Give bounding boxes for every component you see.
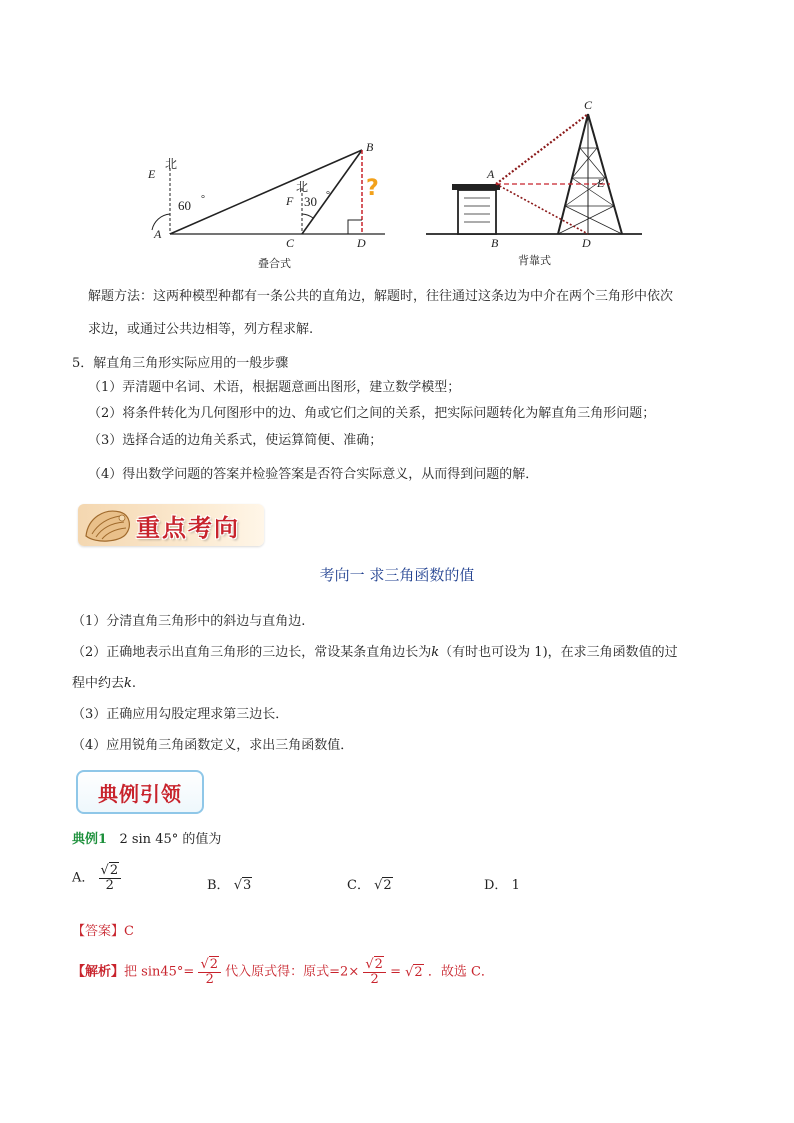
option-d-value: 1 — [511, 878, 520, 893]
point-2-line-1 — [72, 643, 678, 663]
example-header-title: 典例引领 — [98, 782, 182, 806]
analysis-text-a: 把 sin45°= — [124, 964, 195, 980]
example-1-question — [72, 830, 221, 850]
point-2-text-b: （有时也可设为 1)，在求三角函数值的过 — [439, 645, 678, 660]
method-line-2: 求边，或通过公共边相等，列方程求解. — [88, 322, 314, 337]
label-E-right: E — [597, 176, 605, 190]
caption-overlap-model: 叠合式 — [258, 257, 291, 270]
banner-title: 重点考向 — [136, 513, 240, 542]
variable-k: k — [431, 645, 440, 660]
option-d-letter: D． — [484, 878, 508, 893]
analysis-fraction-2-radicand: 2 — [374, 957, 383, 972]
option-c[interactable] — [347, 876, 393, 896]
answer-line — [72, 922, 134, 942]
option-a[interactable] — [72, 864, 121, 892]
label-C-right: C — [584, 98, 593, 112]
analysis-radicand: 2 — [414, 964, 423, 980]
label-F-left: F — [286, 194, 294, 208]
point-4: （4）应用锐角三角函数定义，求出三角函数值． — [72, 738, 354, 753]
label-C-left: C — [286, 236, 295, 250]
option-c-letter: C． — [347, 878, 370, 893]
example-header-box — [76, 770, 204, 814]
label-A-right: A — [487, 167, 495, 181]
option-c-radicand: 2 — [383, 878, 392, 893]
label-angle-30: 30 — [304, 194, 317, 209]
question-mark: ? — [366, 176, 379, 201]
label-B-right: B — [491, 236, 499, 250]
option-a-letter: A． — [72, 870, 95, 886]
analysis-fraction-2-denominator: 2 — [370, 971, 379, 987]
method-line-1: 解题方法：这两种模型种都有一条公共的直角边，解题时，往往通过这条边为中介在两个三角形中依次 — [88, 289, 674, 304]
analysis-fraction-2: $\frac{√2}{2}$ — [363, 958, 386, 986]
caption-back-to-back-model: 背靠式 — [518, 254, 551, 267]
point-2-text-a: （2）正确地表示出直角三角形的三边长，常设某条直角边长为 — [72, 645, 432, 660]
label-D-right: D — [582, 236, 591, 250]
analysis-text-c: = — [390, 964, 401, 980]
analysis-tag: 【解析】 — [72, 964, 125, 980]
label-A-left: A — [154, 227, 162, 241]
key-directions-banner — [78, 504, 264, 546]
option-b[interactable] — [207, 876, 252, 896]
option-a-radicand: 2 — [109, 863, 119, 878]
label-degree-30: ° — [326, 190, 330, 201]
option-c-sqrt: √2 — [374, 878, 392, 893]
point-2-line-2 — [72, 674, 136, 694]
analysis-text-d: ．故选 C． — [427, 964, 494, 980]
label-B-left: B — [366, 140, 374, 154]
variable-k-2: k — [124, 676, 132, 691]
step-item-2: （2）将条件转化为几何图形中的边、角或它们之间的关系，把实际问题转化为解直角三角形问题； — [88, 406, 656, 421]
point-2-text-d: . — [131, 676, 137, 691]
label-E-left: E — [148, 167, 156, 181]
option-b-radicand: 3 — [243, 878, 252, 893]
point-2-text-c: 程中约去 — [72, 676, 125, 691]
option-b-letter: B． — [207, 878, 230, 893]
label-degree-60: ° — [201, 194, 205, 205]
analysis-fraction-1-denominator: 2 — [205, 971, 214, 987]
label-angle-60: 60 — [178, 198, 191, 213]
shell-icon — [82, 506, 134, 546]
analysis-fraction-1: $\frac{√2}{2}$ — [198, 958, 221, 986]
step-item-3: （3）选择合适的边角关系式，使运算简便、准确； — [88, 433, 383, 448]
option-a-fraction: $\frac{√2}{2}$ — [99, 864, 122, 892]
option-a-denominator: 2 — [105, 877, 114, 893]
steps-title: 5．解直角三角形实际应用的一般步骤 — [72, 356, 289, 371]
analysis-line — [72, 958, 494, 986]
answer-tag: 【答案】 — [72, 924, 125, 939]
option-d[interactable] — [484, 876, 520, 896]
analysis-fraction-1-radicand: 2 — [209, 957, 219, 972]
figure-back-to-back-model — [420, 100, 650, 250]
option-b-sqrt: √3 — [233, 878, 252, 893]
label-north-C: 北 — [296, 180, 309, 194]
example-1-text: 2 sin 45° 的值为 — [119, 832, 222, 847]
analysis-text-b: 代入原式得：原式=2× — [225, 964, 360, 980]
answer-value: C — [124, 924, 134, 939]
label-D-left: D — [357, 236, 366, 250]
point-1: （1）分清直角三角形中的斜边与直角边. — [72, 614, 306, 629]
step-item-4: （4）得出数学问题的答案并检验答案是否符合实际意义，从而得到问题的解． — [88, 467, 539, 482]
label-north-A: 北 — [165, 157, 178, 171]
section-title: 考向一 求三角函数的值 — [319, 566, 475, 584]
point-3: （3）正确应用勾股定理求第三边长． — [72, 707, 289, 722]
example-1-label: 典例1 — [72, 832, 108, 847]
step-item-1: （1）弄清题中名词、术语，根据题意画出图形，建立数学模型； — [88, 380, 461, 395]
analysis-sqrt: √2 — [405, 964, 423, 980]
